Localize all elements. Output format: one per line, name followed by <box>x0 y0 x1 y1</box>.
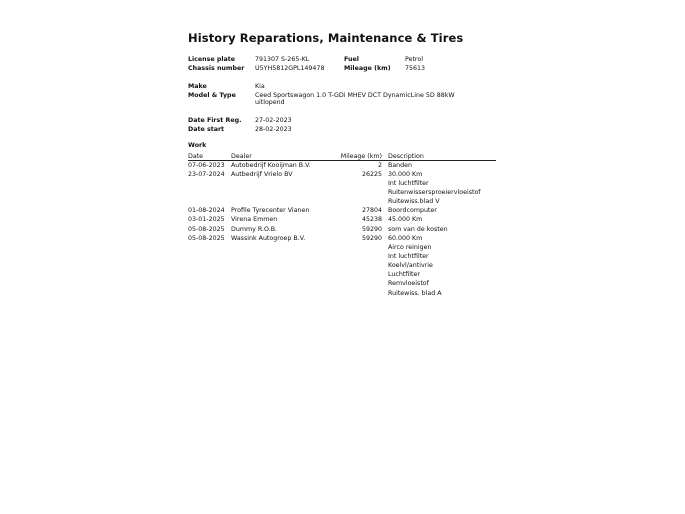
work-row-date: 01-08-2024 <box>188 207 225 215</box>
work-row-dealer: Autobedrijf Kooijman B.V. <box>231 161 311 169</box>
work-row-description: Int luchtfilter <box>388 179 429 187</box>
work-row-description: Banden <box>388 161 413 169</box>
work-row-description: som van de kosten <box>388 225 448 233</box>
work-row-date: 03-01-2025 <box>188 216 225 224</box>
model-label: Model & Type <box>188 92 236 99</box>
work-row-date: 07-06-2023 <box>188 161 225 169</box>
work-heading: Work <box>188 142 207 149</box>
date-start-label: Date start <box>188 125 225 133</box>
work-row-mileage: 45238 <box>361 216 382 224</box>
work-row-description: Luchtfilter <box>388 271 420 279</box>
fuel-value: Petrol <box>405 56 423 63</box>
work-row-dealer: Dummy R.O.B. <box>231 225 278 233</box>
chassis-label: Chassis number <box>188 65 245 72</box>
work-row-description: Int luchtfilter <box>388 253 429 260</box>
page-title: History Reparations, Maintenance & Tires <box>188 31 464 45</box>
chassis-value: U5YH5812GPL149478 <box>255 65 325 72</box>
license-plate-value: 791307 S-265-KL <box>255 56 310 63</box>
first-reg-label: Date First Reg. <box>188 116 242 124</box>
work-row-description: Airco reinigen <box>388 243 432 251</box>
make-label: Make <box>188 83 207 90</box>
work-row-description: Remvloeistof <box>388 280 429 288</box>
work-row-date: 05-08-2025 <box>188 234 225 242</box>
work-row-mileage: 26225 <box>361 170 382 178</box>
model-value-line1: Ceed Sportswagon 1.0 T-GDi MHEV DCT DynamicLine 5D 88kW <box>255 92 455 99</box>
work-row-dealer: Wassink Autogroep B.V. <box>231 234 306 242</box>
work-row-dealer: Virena Emmen <box>231 216 278 224</box>
work-row-mileage: 27804 <box>361 207 382 215</box>
work-row-dealer: Profile Tyrecenter Vianen <box>231 207 310 215</box>
work-row-description: Ruitewiss. blad A <box>388 289 442 297</box>
license-plate-label: License plate <box>188 56 236 63</box>
col-header-mileage: Mileage (km) <box>340 152 382 160</box>
mileage-value: 75613 <box>405 65 426 72</box>
date-start-value: 28-02-2023 <box>255 125 292 133</box>
mileage-label: Mileage (km) <box>344 65 391 72</box>
work-row-date: 05-08-2025 <box>188 225 225 233</box>
work-row-mileage: 59290 <box>361 225 382 233</box>
work-row-description: Boordcomputer <box>388 207 437 215</box>
model-value-line2: uitlopend <box>255 98 285 106</box>
col-header-date: Date <box>188 152 204 160</box>
work-row-dealer: Autbedrijf Vrielo BV <box>231 170 293 178</box>
fuel-label: Fuel <box>344 56 359 63</box>
col-header-dealer: Dealer <box>231 152 252 160</box>
first-reg-value: 27-02-2023 <box>255 116 292 124</box>
col-header-description: Description <box>388 152 424 160</box>
work-row-description: Koelvl/antivrie <box>388 262 433 270</box>
work-row-description: 60.000 Km <box>388 234 423 242</box>
work-row-description: Ruitenwissersproeiervloeistof <box>388 188 481 196</box>
work-row-description: Ruitewiss.blad V <box>388 198 440 206</box>
work-row-description: 45.000 Km <box>388 216 423 224</box>
work-row-description: 30.000 Km <box>388 170 423 178</box>
make-value: Kia <box>255 83 265 90</box>
work-row-date: 23-07-2024 <box>188 170 225 178</box>
work-row-mileage: 59290 <box>361 234 382 242</box>
work-row-mileage: 2 <box>377 161 382 169</box>
